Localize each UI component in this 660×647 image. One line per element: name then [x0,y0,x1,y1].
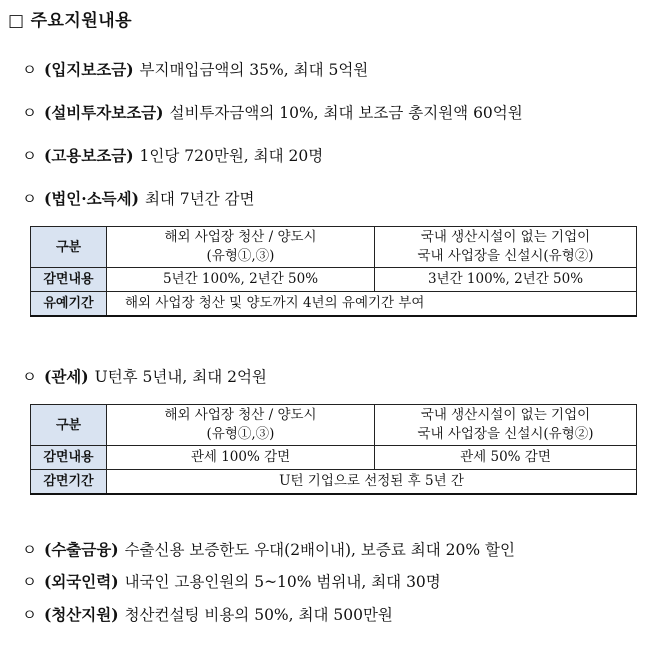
bullet-text: 1인당 720만원, 최대 20명 [139,147,324,165]
bullet-circle-icon: ㅇ [22,104,37,122]
table-header-cell: 해외 사업장 청산 / 양도시 (유형①,③) [107,405,375,446]
table-header-cell: 국내 생산시설이 없는 기업이 국내 사업장을 신설시(유형②) [375,227,637,268]
table-row [31,446,637,470]
table-header-label: 구분 [31,227,107,268]
bullet-circle-icon: ㅇ [22,606,37,624]
table-header-cell: 국내 생산시설이 없는 기업이 국내 사업장을 신설시(유형②) [375,405,637,446]
table-row [31,268,637,292]
bullet-circle-icon: ㅇ [22,368,37,386]
row-label: 유예기간 [31,292,107,317]
bullet-circle-icon: ㅇ [22,147,37,165]
bullet-export-finance [22,538,515,560]
bullet-text: 최대 7년간 감면 [144,190,255,208]
bullet-facility-subsidy [22,101,523,123]
table-cell: 5년간 100%, 2년간 50% [107,268,375,292]
bullet-label: (입지보조금) [44,60,134,79]
bullet-text: 설비투자금액의 10%, 최대 보조금 총지원액 60억원 [169,104,523,122]
row-label: 감면내용 [31,446,107,470]
table-cell-span: U턴 기업으로 선정된 후 5년 간 [107,470,637,495]
bullet-circle-icon: ㅇ [22,61,37,79]
section-heading [8,6,132,31]
bullet-label: (법인·소득세) [44,189,139,208]
table-header-cell: 해외 사업장 청산 / 양도시 (유형①,③) [107,227,375,268]
bullet-customs [22,365,267,387]
row-label: 감면내용 [31,268,107,292]
bullet-text: 부지매입금액의 35%, 최대 5억원 [139,61,369,79]
bullet-text: 내국인 고용인원의 5~10% 범위내, 최대 30명 [124,573,441,591]
bullet-text: 수출신용 보증한도 우대(2배이내), 보증료 최대 20% 할인 [124,541,515,559]
bullet-label: (청산지원) [44,605,119,624]
table-cell: 3년간 100%, 2년간 50% [375,268,637,292]
bullet-corporate-tax [22,187,255,209]
bullet-site-subsidy [22,58,368,80]
bullet-foreign-workforce [22,570,441,592]
table-header-label: 구분 [31,405,107,446]
table-cell-span: 해외 사업장 청산 및 양도까지 4년의 유예기간 부여 [107,292,637,317]
bullet-text: U턴후 5년내, 최대 2억원 [94,368,267,386]
corporate-tax-table [30,226,637,317]
section-title: 주요지원내용 [30,11,133,31]
table-cell: 관세 50% 감면 [375,446,637,470]
bullet-circle-icon: ㅇ [22,190,37,208]
bullet-text: 청산컨설팅 비용의 50%, 최대 500만원 [124,606,393,624]
customs-table [30,404,637,495]
bullet-label: (외국인력) [44,572,119,591]
table-header-row [31,405,637,446]
bullet-label: (관세) [44,367,89,386]
table-row [31,292,637,317]
table-row [31,470,637,495]
bullet-circle-icon: ㅇ [22,541,37,559]
bullet-label: (설비투자보조금) [44,103,164,122]
bullet-label: (고용보조금) [44,146,134,165]
bullet-circle-icon: ㅇ [22,573,37,591]
bullet-liquidation-support [22,603,393,625]
table-header-row [31,227,637,268]
bullet-employment-subsidy [22,144,323,166]
row-label: 감면기간 [31,470,107,495]
checkbox-square-icon: □ [8,11,25,31]
table-cell: 관세 100% 감면 [107,446,375,470]
bullet-label: (수출금융) [44,540,119,559]
